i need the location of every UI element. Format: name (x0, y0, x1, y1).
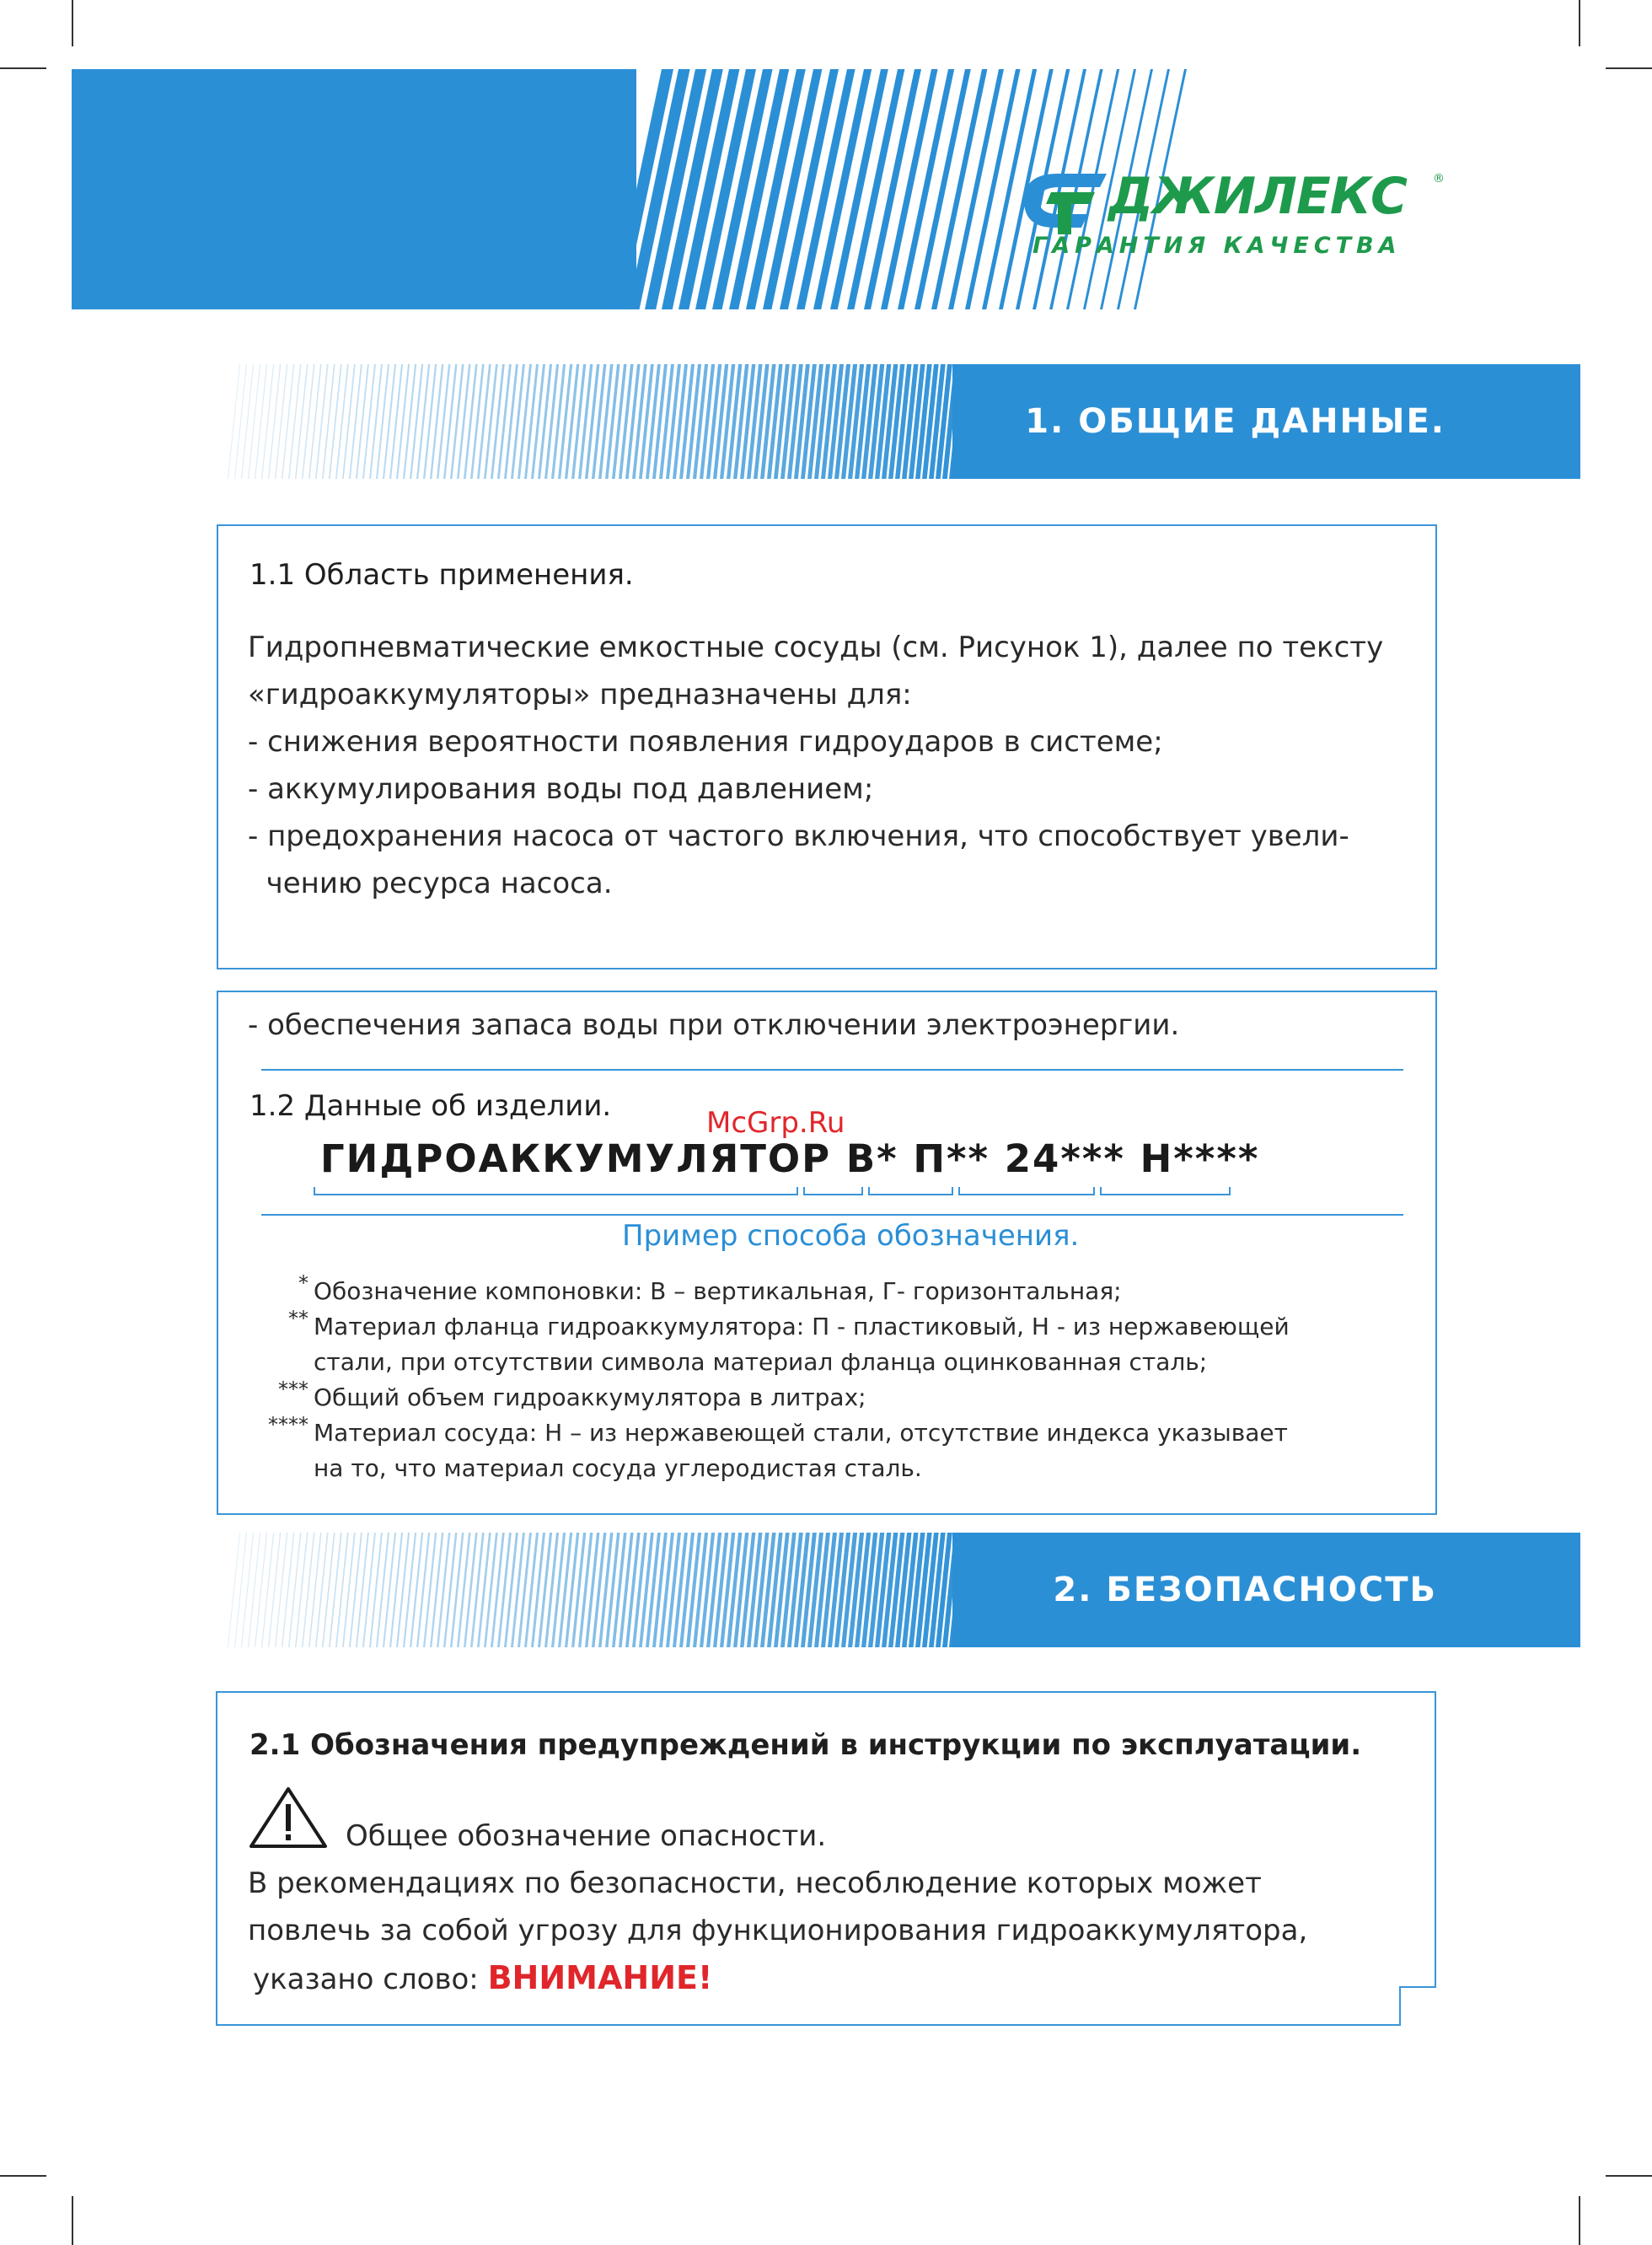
section-title-1 (952, 364, 1580, 479)
product-code: ГИДРОАККУМУЛЯТОР В* П** 24*** Н**** (320, 1136, 1260, 1181)
note-mark: * (298, 1271, 308, 1295)
section-stripe (571, 364, 586, 479)
section-stripe (497, 364, 512, 479)
subsection-heading-2-1: 2.1 Обозначения предупреждений в инструкции по эксплуатации. (249, 1728, 1362, 1762)
section-stripe (288, 364, 301, 479)
section-stripe (450, 364, 464, 479)
section-stripe (315, 1533, 329, 1647)
section-stripe (295, 364, 308, 479)
note-mark: **** (268, 1413, 308, 1437)
section-stripe (248, 1533, 260, 1647)
logo-reg-mark: ® (1433, 172, 1445, 185)
section-stripe (538, 1533, 552, 1647)
danger-label: Общее обозначение опасности. (346, 1819, 827, 1853)
crop-mark (72, 0, 73, 46)
section-stripe (261, 1533, 274, 1647)
section-stripe (430, 1533, 443, 1647)
section-stripe (558, 364, 572, 479)
note-mark: ** (288, 1307, 308, 1330)
code-bracket-flange (868, 1187, 953, 1195)
section-stripe (268, 364, 281, 479)
note-line: Материал фланца гидроаккумулятора: П - пластиковый, Н - из нержавеющей (314, 1313, 1290, 1340)
section-stripe (544, 364, 559, 479)
warning-text-line: В рекомендациях по безопасности, несоблюдение которых может (248, 1866, 1262, 1900)
section-header-2 (228, 1533, 1580, 1647)
note-line: на то, что материал сосуда углеродистая сталь. (314, 1454, 922, 1482)
section-stripe (423, 364, 437, 479)
code-bracket-layout (803, 1187, 863, 1195)
section-stripe (571, 1533, 586, 1647)
section-stripe (369, 364, 383, 479)
subsection-heading-1-2: 1.2 Данные об изделии. (249, 1089, 612, 1123)
warning-text-line: повлечь за собой угрозу для функционирования гидроаккумулятора, (248, 1914, 1308, 1947)
note-line: Обозначение компоновки: В – вертикальная, Г- горизонтальная; (314, 1277, 1122, 1305)
section-stripe (430, 364, 443, 479)
section-stripe (592, 1533, 606, 1647)
brand-logo (1007, 167, 1446, 268)
note-line: стали, при отсутствии символа материал фланца оцинкованная сталь; (314, 1348, 1208, 1376)
logo-name: ДЖИЛЕКС (1108, 167, 1407, 226)
section-stripe (450, 1533, 464, 1647)
section-title-text: 2. БЕЗОПАСНОСТЬ (1053, 1571, 1437, 1609)
section-stripe (565, 364, 579, 479)
section-stripe (295, 1533, 308, 1647)
logo-tagline: ГАРАНТИЯ КАЧЕСТВА (1032, 233, 1402, 259)
scope-line: «гидроаккумуляторы» предназначены для: (248, 678, 912, 712)
section-stripe (504, 1533, 518, 1647)
section-stripe (437, 364, 450, 479)
scope-line: - предохранения насоса от частого включения, что способствует увели- (248, 819, 1349, 853)
subsection-heading-1-1: 1.1 Область применения. (249, 558, 634, 592)
section-stripe (241, 364, 254, 479)
section-stripe (531, 1533, 545, 1647)
section-stripe (619, 1533, 634, 1647)
section-stripe (342, 1533, 356, 1647)
section-stripe (234, 364, 247, 479)
section-stripe (329, 1533, 342, 1647)
section-stripe (275, 1533, 287, 1647)
section-stripe (389, 1533, 403, 1647)
section-stripe (255, 1533, 267, 1647)
section-stripe (443, 1533, 457, 1647)
section-stripes (228, 1533, 952, 1647)
scope-line: - снижения вероятности появления гидроударов в системе; (248, 725, 1163, 759)
section-stripe (383, 1533, 396, 1647)
section-stripe (437, 1533, 450, 1647)
crop-mark (1579, 2196, 1580, 2245)
section-stripe (524, 364, 539, 479)
section-stripe (410, 1533, 423, 1647)
section-stripe (376, 364, 389, 479)
section-stripe (261, 364, 274, 479)
divider (261, 1214, 1403, 1216)
code-caption: Пример способа обозначения. (622, 1219, 1080, 1253)
note-line: Общий объем гидроаккумулятора в литрах; (314, 1383, 866, 1411)
section-stripe (335, 364, 349, 479)
section-stripe (497, 1533, 512, 1647)
section-stripe (376, 1533, 389, 1647)
section-stripe (464, 364, 478, 479)
section-stripes (228, 364, 952, 479)
section-stripe (308, 1533, 322, 1647)
section-stripe (315, 364, 329, 479)
section-title-text: 1. ОБЩИЕ ДАННЫЕ. (1025, 402, 1446, 441)
section-stripe (356, 1533, 369, 1647)
section-stripe (234, 1533, 247, 1647)
section-stripe (349, 364, 362, 479)
section-stripe (396, 1533, 410, 1647)
note-mark: *** (278, 1378, 308, 1401)
section-stripe (248, 364, 260, 479)
section-stripe (477, 1533, 491, 1647)
section-stripe (228, 1533, 240, 1647)
section-stripe (282, 1533, 294, 1647)
section-stripe (491, 364, 505, 479)
section-stripe (598, 364, 614, 479)
section-stripe (531, 364, 545, 479)
divider (261, 1069, 1403, 1071)
section-stripe (612, 364, 627, 479)
section-stripe (578, 1533, 593, 1647)
logo-emblem-icon (1007, 167, 1117, 234)
warning-prefix: указано слово: (253, 1963, 479, 1996)
section-stripe (356, 364, 369, 479)
section-stripe (477, 364, 491, 479)
section-stripe (443, 364, 457, 479)
section-stripe (403, 364, 416, 479)
section-stripe (423, 1533, 437, 1647)
section-stripe (592, 364, 606, 479)
section-stripe (605, 364, 620, 479)
section-stripe (416, 1533, 430, 1647)
section-stripe (511, 1533, 525, 1647)
section-stripe (464, 1533, 478, 1647)
section-stripe (288, 1533, 301, 1647)
section-stripe (524, 1533, 539, 1647)
crop-mark (1606, 67, 1652, 69)
section-stripe (322, 1533, 335, 1647)
code-bracket-volume (958, 1187, 1095, 1195)
scope-line: Гидропневматические емкостные сосуды (см. Рисунок 1), далее по тексту (248, 631, 1384, 664)
crop-mark (72, 2196, 73, 2245)
section-stripe (308, 364, 322, 479)
section-stripe (282, 364, 294, 479)
section-stripe (369, 1533, 383, 1647)
section-stripe (598, 1533, 614, 1647)
section-stripe (362, 364, 376, 479)
section-stripe (241, 1533, 254, 1647)
code-bracket-material (1100, 1187, 1231, 1195)
section-stripe (403, 1533, 416, 1647)
section-stripe (612, 1533, 627, 1647)
section-stripe (457, 364, 471, 479)
crop-mark (0, 2175, 46, 2177)
section-stripe (585, 364, 599, 479)
section-stripe (275, 364, 287, 479)
crop-mark (0, 67, 46, 69)
section-stripe (619, 364, 634, 479)
section-stripe (585, 1533, 599, 1647)
section-title-2 (952, 1533, 1580, 1647)
section-stripe (544, 1533, 559, 1647)
section-stripe (484, 1533, 498, 1647)
section-stripe (484, 364, 498, 479)
section-stripe (322, 364, 335, 479)
section-stripe (383, 364, 396, 479)
section-stripe (410, 364, 423, 479)
code-bracket-name (314, 1187, 798, 1195)
section-stripe (558, 1533, 572, 1647)
section-header-1 (228, 364, 1580, 479)
section-stripe (511, 364, 525, 479)
section-stripe (329, 364, 342, 479)
crop-mark (1606, 2175, 1652, 2177)
section-stripe (578, 364, 593, 479)
warning-word: ВНИМАНИЕ! (487, 1959, 713, 1996)
watermark: McGrp.Ru (706, 1106, 845, 1140)
scope-line: - аккумулирования воды под давлением; (248, 772, 874, 806)
section-stripe (396, 364, 410, 479)
scope-line-continued: - обеспечения запаса воды при отключении электроэнергии. (248, 1008, 1180, 1042)
section-stripe (302, 364, 315, 479)
section-stripe (457, 1533, 471, 1647)
section-stripe (518, 364, 532, 479)
section-stripe (504, 364, 518, 479)
crop-mark (1579, 0, 1580, 46)
section-stripe (335, 1533, 349, 1647)
section-stripe (551, 1533, 566, 1647)
section-stripe (389, 364, 403, 479)
section-stripe (255, 364, 267, 479)
note-line: Материал сосуда: Н – из нержавеющей стали, отсутствие индекса указывает (314, 1419, 1288, 1447)
section-stripe (302, 1533, 315, 1647)
warning-triangle-icon (248, 1786, 329, 1850)
warning-text-line (253, 1954, 712, 2003)
section-stripe (565, 1533, 579, 1647)
scope-line: чению ресурса насоса. (248, 867, 613, 900)
section-stripe (470, 1533, 485, 1647)
section-stripe (349, 1533, 362, 1647)
section-stripe (416, 364, 430, 479)
section-stripe (518, 1533, 532, 1647)
section-stripe (538, 364, 552, 479)
section-stripe (362, 1533, 376, 1647)
section-stripe (605, 1533, 620, 1647)
section-stripe (268, 1533, 281, 1647)
section-stripe (551, 364, 566, 479)
section-stripe (228, 364, 240, 479)
section-stripe (342, 364, 356, 479)
section-stripe (470, 364, 485, 479)
section-stripe (491, 1533, 505, 1647)
